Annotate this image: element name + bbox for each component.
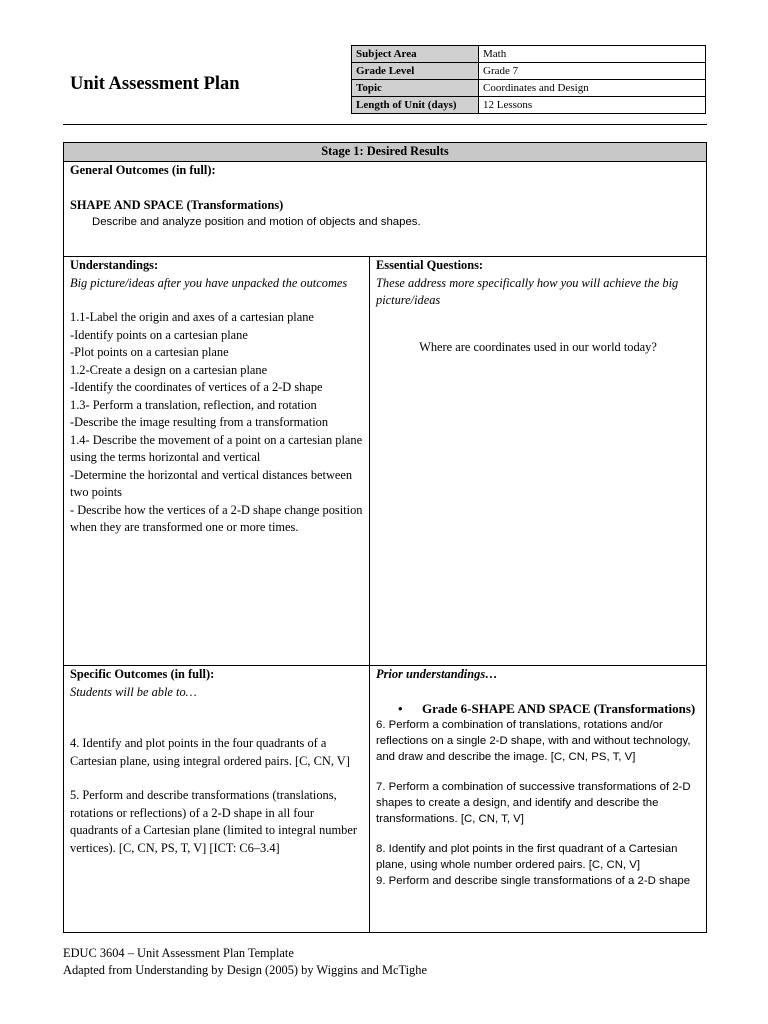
general-outcome-desc: Describe and analyze position and motion of objects and shapes.	[92, 216, 421, 228]
list-item: -Identify points on a cartesian plane	[70, 327, 248, 342]
essential-questions-label: Essential Questions:	[376, 258, 484, 272]
info-value: Coordinates and Design	[479, 80, 706, 97]
footer-line: EDUC 3604 – Unit Assessment Plan Template	[63, 946, 294, 960]
essential-questions-cell	[370, 257, 707, 666]
footer-line: Adapted from Understanding by Design (2005) by Wiggins and McTighe	[63, 963, 427, 977]
understandings-label: Understandings:	[70, 258, 159, 272]
info-value: Grade 7	[479, 63, 706, 80]
info-label: Grade Level	[352, 63, 479, 80]
list-item: 9. Perform and describe single transformations of a 2-D shape	[376, 875, 691, 887]
list-item: -Plot points on a cartesian plane	[70, 345, 229, 359]
info-row-subject	[352, 46, 706, 63]
general-outcomes-cell	[64, 162, 707, 257]
prior-understandings-label: Prior understandings…	[376, 667, 498, 681]
list-item: 1.2-Create a design on a cartesian plane	[70, 362, 268, 377]
list-item: -Identify the coordinates of vertices of a 2-D shape	[70, 380, 323, 394]
list-item: 6. Perform a combination of translations, rotations and/or reflections on a single 2-D shape, with and without technology, and draw and describe the image. [C, CN, PS, T, V]	[376, 719, 691, 763]
page-title: Unit Assessment Plan	[70, 74, 240, 94]
list-item: - Describe how the vertices of a 2-D shape change position when they are transformed one or more times.	[70, 502, 363, 534]
understandings-cell	[64, 257, 370, 666]
specific-outcomes-cell	[64, 666, 370, 933]
list-item: 1.4- Describe the movement of a point on a cartesian plane using the terms horizontal and vertical	[70, 432, 363, 464]
list-item: 7. Perform a combination of successive transformations of 2-D shapes to create a design, and identify and describe the transformations. [C, CN, T, V]	[376, 781, 691, 825]
general-outcomes-label: General Outcomes (in full):	[70, 163, 216, 177]
bullet-icon: •	[398, 700, 403, 716]
stage1-header: Stage 1: Desired Results	[64, 143, 707, 162]
list-item: 1.1-Label the origin and axes of a cartesian plane	[70, 310, 314, 324]
footer	[63, 945, 427, 979]
prior-bullet-title: Grade 6-SHAPE AND SPACE (Transformations)	[422, 700, 696, 716]
info-row-length	[352, 97, 706, 114]
stage1-table	[63, 142, 707, 933]
info-row-topic	[352, 80, 706, 97]
list-item: 5. Perform and describe transformations (translations, rotations or reflections) of a 2-D shape in all four quadrants of a Cartesian plane (limited to integral number vertices). [C, CN, PS, T, V] [ICT: C6–3.4]	[70, 788, 357, 855]
list-item: -Determine the horizontal and vertical distances between two points	[70, 467, 353, 499]
header-divider	[63, 124, 707, 125]
info-label: Length of Unit (days)	[352, 97, 479, 114]
list-item: 1.3- Perform a translation, reflection, and rotation	[70, 397, 317, 412]
info-label: Topic	[352, 80, 479, 97]
info-value: Math	[479, 46, 706, 63]
specific-outcomes-label: Specific Outcomes (in full):	[70, 667, 215, 681]
prior-understandings-cell	[370, 666, 707, 933]
specific-outcomes-subtitle: Students will be able to…	[70, 684, 197, 699]
unit-info-table	[351, 45, 706, 114]
info-value: 12 Lessons	[479, 97, 706, 114]
list-item: -Describe the image resulting from a transformation	[70, 415, 329, 429]
list-item: 8. Identify and plot points in the first quadrant of a Cartesian plane, using whole number ordered pairs. [C, CN, V]	[376, 843, 678, 871]
list-item: 4. Identify and plot points in the four quadrants of a Cartesian plane, using integral ordered pairs. [C, CN, V]	[70, 736, 350, 768]
info-row-grade	[352, 63, 706, 80]
essential-questions-subtitle: These address more specifically how you will achieve the big picture/ideas	[376, 275, 679, 307]
essential-question: Where are coordinates used in our world today?	[419, 339, 657, 354]
general-outcome-title: SHAPE AND SPACE (Transformations)	[70, 197, 284, 212]
understandings-subtitle: Big picture/ideas after you have unpacked the outcomes	[70, 275, 348, 290]
info-label: Subject Area	[352, 46, 479, 63]
prior-bullet	[398, 700, 700, 718]
